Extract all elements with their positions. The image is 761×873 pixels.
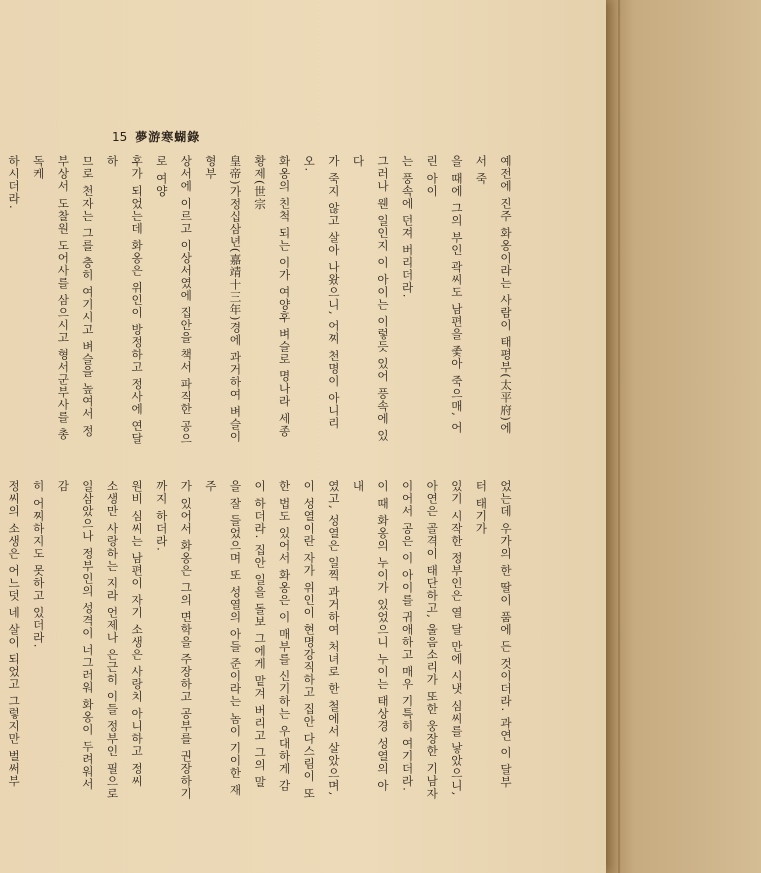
text-column: 아연은 골격이 태단하고, 울음소리가 또한 웅장한 기남자: [425, 480, 440, 800]
text-column: 까지 하더라.: [154, 480, 169, 552]
text-column: 이어서 공은 이 아이를 귀애하고 매우 기특히 여기더라.: [400, 480, 415, 792]
text-column: 이 하더라. 집안 일을 돌보 그에게 맡겨 버리고 그의 말: [253, 480, 268, 789]
lower-text-block: [7, 480, 518, 800]
text-column: 예전에 진주 화옹이라는 사람이 태평부(太平府)에서 죽: [474, 155, 513, 435]
text-column: 을 때에 그의 부인 곽씨도 남편을 좇아 죽으매, 어린 아이: [425, 155, 464, 434]
text-column: 므로 천자는 그를 충히 여기시고 벼슬을 높여서 정: [80, 155, 95, 438]
text-column: 정씨의 소생은 어느덧 네 살이 되었고 그렇지만 벌써부: [7, 480, 22, 788]
page-number: 15: [112, 129, 128, 144]
text-column: 소생만 사랑하는 지라 언제나 은근히 이들 정부인 필으로: [105, 480, 120, 800]
book-gutter: [606, 0, 761, 873]
text-column: 있기 시작한 정부인은 열 달 만에 시냇 심씨를 낳았으니,: [449, 480, 464, 797]
text-column: 이 성열이란 자가 위인이 현명강직하고 집안 다스림이 또: [302, 480, 317, 800]
text-column: 였고, 성열은 일찍 과거하여 처녀로 한 철에서 살았으며,: [326, 480, 341, 797]
text-column: 그러나 웬 일인지 이 아이는 이렇듯 있어 풍속에 있다: [351, 155, 391, 442]
text-column: 원비 심씨는 남편이 자기 소생은 사랑치 아니하고 정씨: [130, 480, 145, 788]
text-column: 일삼았으나 정부인의 성격이 너그러워 화옹이 두려워서 감: [56, 480, 95, 796]
text-column: 화옹의 친척 되는 이가 여양후 벼슬로 명나라 세종황제(世宗: [253, 155, 292, 438]
text-column: 후가 되었는데 화옹은 위인이 방정하고 정사에 연달하: [105, 155, 145, 446]
gutter-fold-line: [618, 0, 620, 873]
text-column: 가 죽지 않고 살아 나왔으니, 어찌 천명이 아니리오.: [302, 155, 341, 430]
text-column: [0, 155, 2, 445]
text-column: 皇帝)가정십삼년(嘉靖十三年)경에 과거하여 벼슬이 형부: [203, 155, 243, 448]
text-column: 부상서 도찰원 도어사를 삼으시고 형서군부사를 총독케: [31, 155, 71, 441]
text-column: 는 풍속에 던져 버리더라.: [400, 155, 415, 299]
text-column: [0, 480, 2, 800]
page-folio: [112, 128, 200, 145]
text-column: 가 있어서 화옹은 그의 면학을 주장하고 공부를 권장하기: [179, 480, 194, 800]
running-title: 夢游寒蝴錄: [135, 130, 201, 144]
text-column: 상서에 이르고 이상서였에 집안을 책서 파직한 공으로 여양: [154, 155, 194, 446]
text-column: 한 법도 있어서 화옹은 이 매부를 신기하는 우대하게 감: [277, 480, 292, 792]
text-column: 히 어찌하지도 못하고 있더라.: [31, 480, 46, 649]
text-column: 었는데 우가의 한 딸이 품에 든 것이더라. 과연 이 달부터 태기가: [474, 480, 513, 789]
text-column: 을 잘 들었으며 또 성열의 아들 준이라는 놈이 기이한 재주: [203, 480, 243, 797]
text-column: 하시더라.: [7, 155, 22, 210]
upper-text-block: [7, 155, 518, 448]
text-column: 이 때 화옹의 누이가 있었으니 누이는 태상경 성열의 아내: [351, 480, 391, 792]
